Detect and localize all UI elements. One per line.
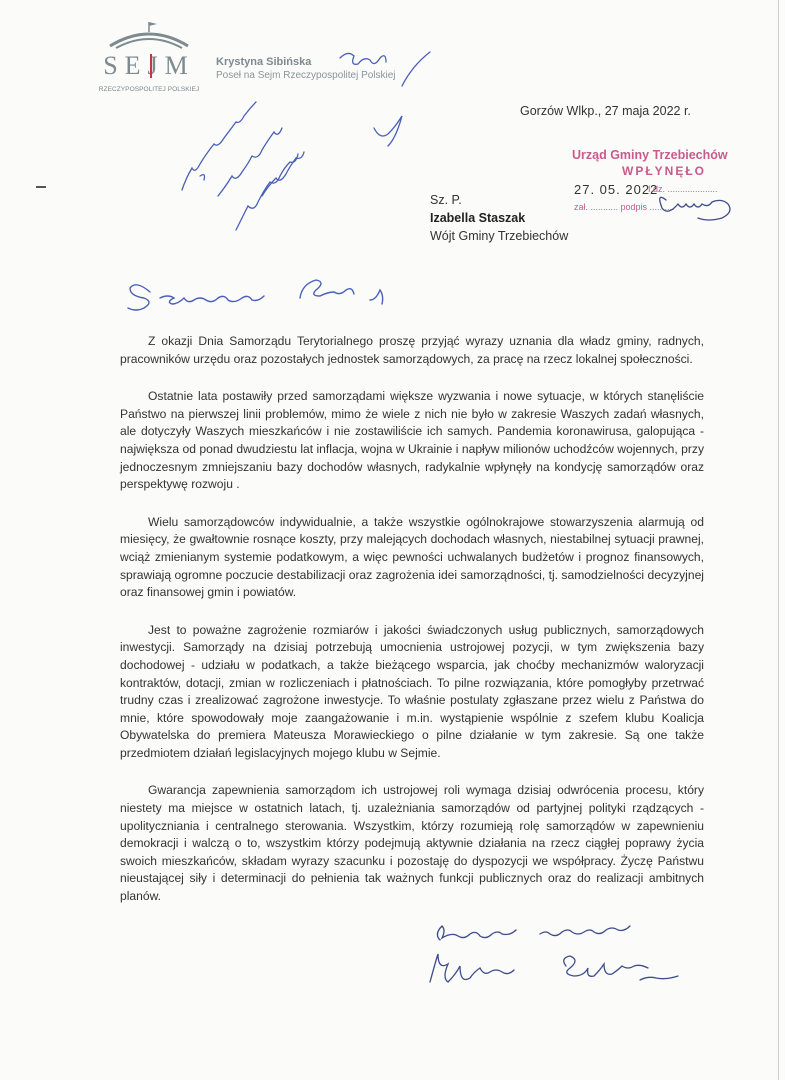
stamp-dz-line: I.dz. .................... bbox=[648, 184, 718, 194]
paragraph-5: Gwarancja zapewnienia samorządom ich ustrojowej roli wymaga dzisiaj odwrócenia procesu, który niestety ma miejsce w ostatnich latach, tj. uzależniania samorządów od partyjnej polityki rządzących - upolityczniania i centralnego sterowania. Wszystkim, którzy rozumieją rolę samorządów w zapewnieniu demokracji i walczą o to, wszystkim którzy podejmują aktywnie działania na rzecz ciągłej poprawy życia swoich mieszkańców, składam wyrazy szacunku i pozostaję do dyspozycji we współpracy. Życzę Państwu nieustającej siły i determinacji do pełnienia tak ważnych funkcji publicznych oraz do realizacji ambitnych planów. bbox=[120, 783, 704, 904]
place-date: Gorzów Wlkp., 27 maja 2022 r. bbox=[520, 104, 691, 118]
recipient-name: Izabella Staszak bbox=[430, 211, 526, 225]
sender-name: Krystyna Sibińska bbox=[216, 56, 312, 68]
handwritten-greeting bbox=[128, 280, 383, 310]
logo-subtext: RZECZYPOSPOLITEJ POLSKIEJ bbox=[98, 86, 200, 93]
stamp-received: WPŁYNĘŁO bbox=[622, 164, 706, 178]
sender-role: Poseł na Sejm Rzeczypospolitej Polskiej bbox=[216, 70, 396, 81]
stamp-office: Urząd Gminy Trzebiechów bbox=[572, 148, 728, 162]
recipient-title: Wójt Gminy Trzebiechów bbox=[430, 229, 569, 243]
handwritten-signature bbox=[430, 926, 678, 982]
stamp-date: 27. 05. 2022 bbox=[574, 182, 659, 197]
recipient-salutation: Sz. P. bbox=[430, 193, 462, 207]
paragraph-3: Wielu samorządowców indywidualnie, a także wszystkie ogólnokrajowe stowarzyszenia alarmują od miesięcy, że gwałtownie rosnące koszty, przy malejących dochodach własnych, niestabilnej sytuacji prawnej, wciąż zmienianym systemie podatkowym, a więc pewności uchwalanych budżetów i prognoz finansowych, sprawiają ogromne poczucie destabilizacji oraz zagrożenia idei samorządności, tj. samodzielności decyzyjnej oraz finansowej gmin i powiatów. bbox=[120, 514, 704, 600]
stamp-zal-line: zał. ........... podpis .......... bbox=[574, 202, 675, 212]
handwritten-annotation bbox=[182, 52, 430, 230]
paragraph-4: Jest to poważne zagrożenie rozmiarów i jakości świadczonych usług publicznych, samorządowych inwestycji. Samorządy na dzisiaj potrzebują umocnienia ustrojowej pozycji, w tym zwiększenia bazy dochodowej - udziału w podatkach, a także bieżącego wsparcia, jak choćby mechanizmów waloryzacji kontraktów, dotacji, zmian w rozliczeniach i płatnościach. To pilne rozwiązania, które pomogłyby przetrwać trudny czas i zrealizować zagrożone inwestycje. To właśnie postulaty zgłaszane przez wielu z Państwa do mnie, które spowodowały moje zaangażowanie i m.in. wystąpienie wspólnie z szefem klubu Koalicja Obywatelska do premiera Mateusza Morawieckiego o pilne działanie w tym zakresie. Są one także przedmiotem działań legislacyjnych mojego klubu w Sejmie. bbox=[120, 622, 704, 760]
paragraph-1: Z okazji Dnia Samorządu Terytorialnego proszę przyjąć wyrazy uznania dla władz gminy, radnych, pracowników urzędu oraz pozostałych jednostek samorządowych, za pracę na rzecz lokalnej społeczności. bbox=[120, 334, 704, 366]
letter-body bbox=[120, 333, 704, 926]
stamp-signature bbox=[660, 197, 730, 220]
paragraph-2: Ostatnie lata postawiły przed samorządami większe wyzwania i nowe sytuacje, w których stanęliście Państwo na pierwszej linii problemów, mimo że wiele z nich nie było w zakresie Waszych zadań własnych, ale dotyczyły Waszych mieszkańców i nie zostawiliście ich samych. Pandemia koronawirusa, galopująca - największa od ponad dwudziestu lat inflacja, wojna w Ukrainie i napływ milionów uchodźców wojennych, przy jednoczesnym zmniejszaniu bazy dochodów własnych, radykalnie wpłynęły na kondycję samorządów oraz perspektywę rozwoju . bbox=[120, 389, 704, 492]
logo-text: SEJM bbox=[103, 51, 195, 80]
